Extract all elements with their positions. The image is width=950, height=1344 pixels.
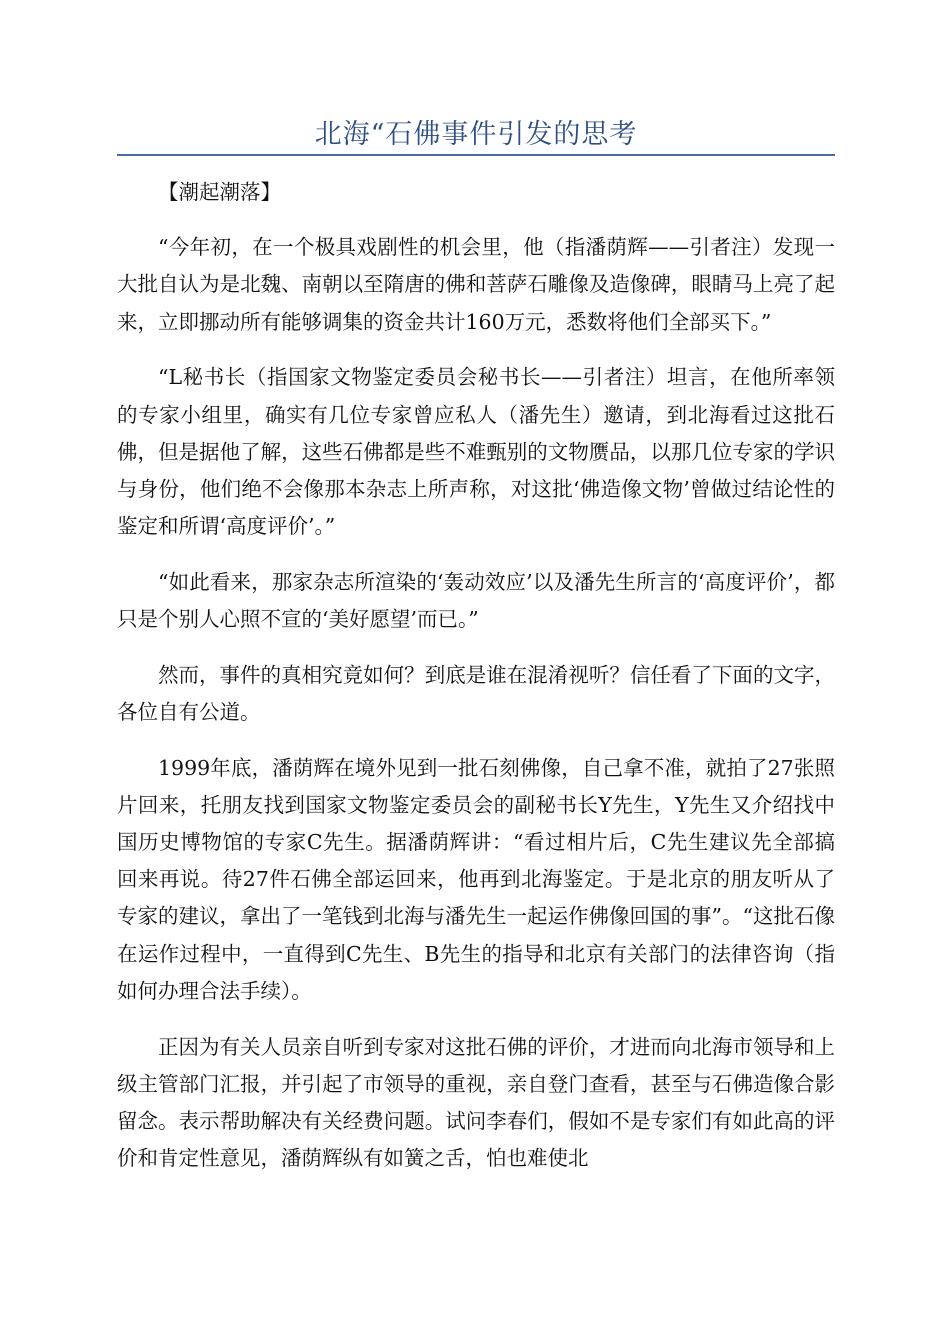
paragraph: “如此看来，那家杂志所渲染的‘轰动效应’以及潘先生所言的‘高度评价’，都只是个别人心照不宣的‘美好愿望’而已。” <box>117 569 835 632</box>
paragraph: 1999年底，潘荫辉在境外见到一批石刻佛像，自己拿不准，就拍了27张照片回来，托朋友找到国家文物鉴定委员会的副秘书长Y先生，Y先生又介绍找中国历史博物馆的专家C先生。据潘荫辉讲：“看过相片后，C先生建议先全部搞回来再说。待27件石佛全部运回来，他再到北海鉴定。于是北京的朋友听从了专家的建议，拿出了一笔钱到北海与潘先生一起运作佛像回国的事”。“这批石像在运作过程中，一直得到C先生、B先生的指导和北京有关部门的法律咨询（指如何办理合法手续）。 <box>117 755 835 1003</box>
paragraph: 然而，事件的真相究竟如何？到底是谁在混淆视听？信任看了下面的文字，各位自有公道。 <box>117 662 835 724</box>
paragraph: 正因为有关人员亲自听到专家对这批石佛的评价，才进而向北海市领导和上级主管部门汇报，并引起了市领导的重视，亲自登门查看，甚至与石佛造像合影留念。表示帮助解决有关经费问题。试问李春们，假如不是专家们有如此高的评价和肯定性意见，潘荫辉纵有如簧之舌，怕也难使北 <box>117 1034 835 1171</box>
paragraph: “L秘书长（指国家文物鉴定委员会秘书长——引者注）坦言，在他所率领的专家小组里，确实有几位专家曾应私人（潘先生）邀请，到北海看过这批石佛，但是据他了解，这些石佛都是些不难甄别的文物赝品，以那几位专家的学识与身份，他们绝不会像那本杂志上所声称，对这批‘佛造像文物’曾做过结论性的鉴定和所谓‘高度评价’。” <box>117 365 835 539</box>
title-underline <box>117 154 835 156</box>
document-body <box>117 174 835 1196</box>
paragraph: “今年初，在一个极具戏剧性的机会里，他（指潘荫辉——引者注）发现一大批自认为是北魏、南朝以至隋唐的佛和菩萨石雕像及造像碑，眼睛马上亮了起来，立即挪动所有能够调集的资金共计160万元，悉数将他们全部买下。” <box>117 235 835 334</box>
section-heading: 【潮起潮落】 <box>158 180 281 204</box>
document-title: 北海“石佛事件引发的思考 <box>314 119 638 150</box>
